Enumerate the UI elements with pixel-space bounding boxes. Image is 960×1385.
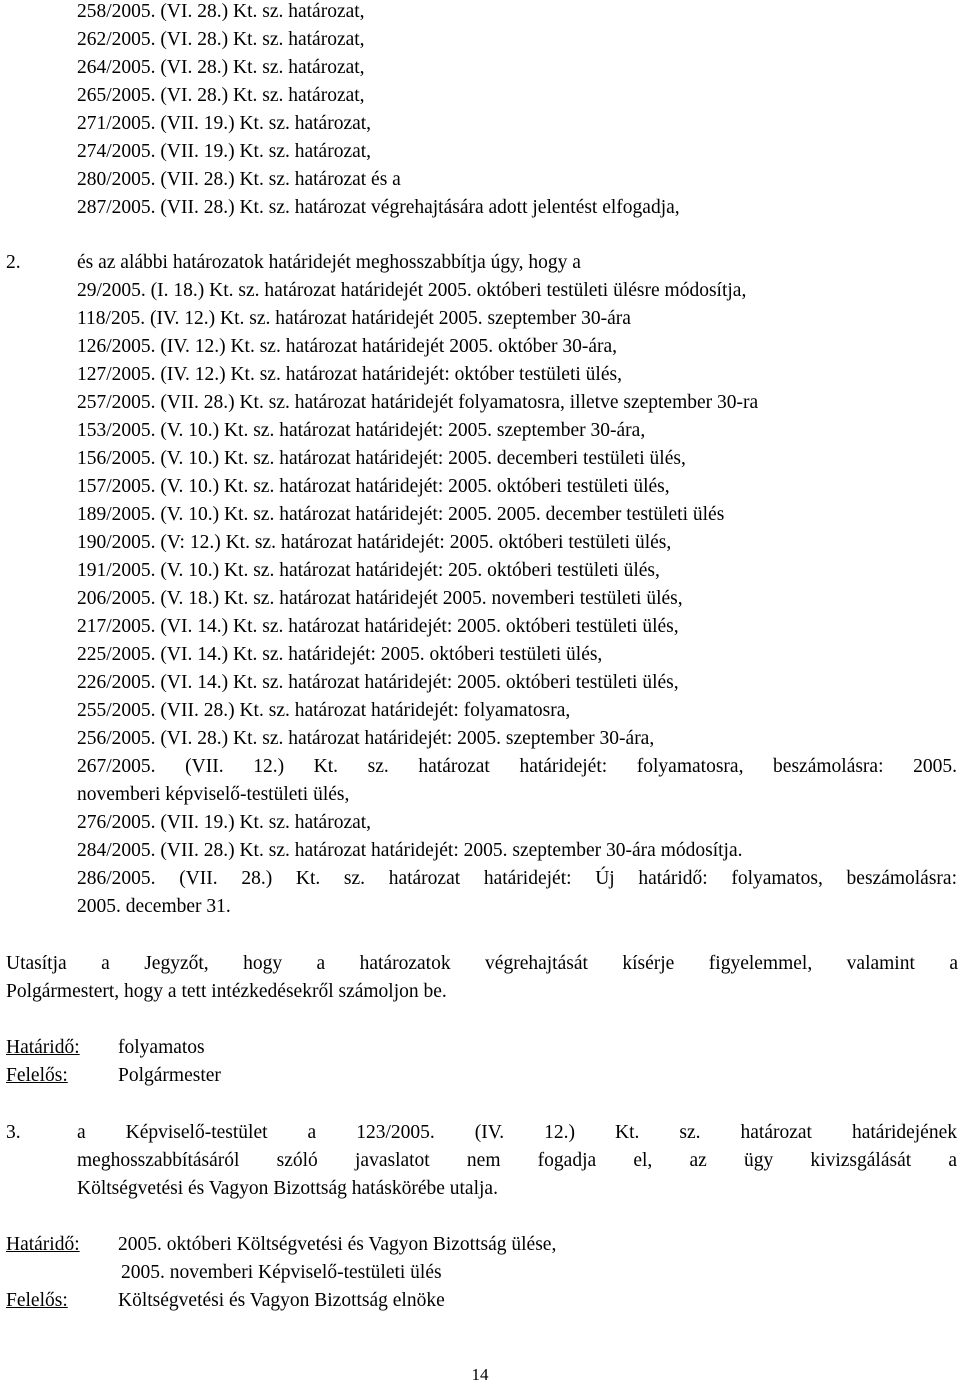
item2-line: 225/2005. (VI. 14.) Kt. sz. határidejét: 2005. októberi testületi ülés, bbox=[77, 644, 603, 665]
item-number: 3. bbox=[6, 1122, 21, 1143]
item2-line: 127/2005. (IV. 12.) Kt. sz. határozat határidejét: október testületi ülés, bbox=[77, 364, 622, 385]
responsible-value: Polgármester bbox=[118, 1065, 221, 1086]
item2-line: 267/2005. (VII. 12.) Kt. sz. határozat határidejét: folyamatosra, beszámolásra: 2005. bbox=[77, 756, 957, 777]
item2-line: 157/2005. (V. 10.) Kt. sz. határozat határidejét: 2005. októberi testületi ülés, bbox=[77, 476, 670, 497]
resolution-line: 287/2005. (VII. 28.) Kt. sz. határozat végrehajtására adott jelentést elfogadja, bbox=[77, 197, 680, 218]
deadline-value: 2005. októberi Költségvetési és Vagyon Bizottság ülése, bbox=[118, 1234, 557, 1255]
item2-line: 29/2005. (I. 18.) Kt. sz. határozat határidejét 2005. októberi testületi ülésre módosítja, bbox=[77, 280, 747, 301]
item2-line: 276/2005. (VII. 19.) Kt. sz. határozat, bbox=[77, 812, 372, 833]
item2-line: és az alábbi határozatok határidejét meghosszabbítja úgy, hogy a bbox=[77, 252, 581, 273]
deadline-value: folyamatos bbox=[118, 1037, 205, 1058]
item2-line: 206/2005. (V. 18.) Kt. sz. határozat határidejét 2005. novemberi testületi ülés, bbox=[77, 588, 683, 609]
item2-line: 226/2005. (VI. 14.) Kt. sz. határozat határidejét: 2005. októberi testületi ülés, bbox=[77, 672, 679, 693]
item2-line: 126/2005. (IV. 12.) Kt. sz. határozat határidejét 2005. október 30-ára, bbox=[77, 336, 618, 357]
item3-line: Költségvetési és Vagyon Bizottság hatáskörébe utalja. bbox=[77, 1178, 498, 1199]
instruction-line: Utasítja a Jegyzőt, hogy a határozatok végrehajtását kísérje figyelemmel, valamint a bbox=[6, 953, 958, 974]
resolution-line: 258/2005. (VI. 28.) Kt. sz. határozat, bbox=[77, 1, 365, 22]
deadline-label: Határidő: bbox=[6, 1234, 80, 1255]
resolution-line: 274/2005. (VII. 19.) Kt. sz. határozat, bbox=[77, 141, 372, 162]
item2-line: 189/2005. (V. 10.) Kt. sz. határozat határidejét: 2005. 2005. december testületi ülés bbox=[77, 504, 725, 525]
item2-line: 190/2005. (V: 12.) Kt. sz. határozat határidejét: 2005. októberi testületi ülés, bbox=[77, 532, 672, 553]
item2-line: 257/2005. (VII. 28.) Kt. sz. határozat határidejét folyamatosra, illetve szeptember 30-ra bbox=[77, 392, 759, 413]
resolution-line: 264/2005. (VI. 28.) Kt. sz. határozat, bbox=[77, 57, 365, 78]
page-number: 14 bbox=[471, 1365, 489, 1384]
instruction-line: Polgármestert, hogy a tett intézkedésekről számoljon be. bbox=[6, 981, 447, 1002]
resolution-line: 262/2005. (VI. 28.) Kt. sz. határozat, bbox=[77, 29, 365, 50]
item2-line: 284/2005. (VII. 28.) Kt. sz. határozat határidejét: 2005. szeptember 30-ára módosítja. bbox=[77, 840, 743, 861]
item2-line: 217/2005. (VI. 14.) Kt. sz. határozat határidejét: 2005. októberi testületi ülés, bbox=[77, 616, 679, 637]
resolution-line: 265/2005. (VI. 28.) Kt. sz. határozat, bbox=[77, 85, 365, 106]
item2-line: 156/2005. (V. 10.) Kt. sz. határozat határidejét: 2005. decemberi testületi ülés, bbox=[77, 448, 686, 469]
responsible-label: Felelős: bbox=[6, 1290, 68, 1311]
responsible-value: Költségvetési és Vagyon Bizottság elnöke bbox=[118, 1290, 445, 1311]
responsible-label: Felelős: bbox=[6, 1065, 68, 1086]
item2-line: 2005. december 31. bbox=[77, 896, 231, 917]
resolution-line: 280/2005. (VII. 28.) Kt. sz. határozat és a bbox=[77, 169, 401, 190]
item2-line: novemberi képviselő-testületi ülés, bbox=[77, 784, 350, 805]
item2-line: 153/2005. (V. 10.) Kt. sz. határozat határidejét: 2005. szeptember 30-ára, bbox=[77, 420, 646, 441]
item2-line: 286/2005. (VII. 28.) Kt. sz. határozat határidejét: Új határidő: folyamatos, beszámolásra: bbox=[77, 868, 957, 889]
item3-line: meghosszabbításáról szóló javaslatot nem fogadja el, az ügy kivizsgálását a bbox=[77, 1150, 957, 1171]
item2-line: 255/2005. (VII. 28.) Kt. sz. határozat határidejét: folyamatosra, bbox=[77, 700, 571, 721]
resolution-line: 271/2005. (VII. 19.) Kt. sz. határozat, bbox=[77, 113, 372, 134]
item-number: 2. bbox=[6, 252, 21, 273]
item2-line: 256/2005. (VI. 28.) Kt. sz. határozat határidejét: 2005. szeptember 30-ára, bbox=[77, 728, 655, 749]
deadline-label: Határidő: bbox=[6, 1037, 80, 1058]
item2-line: 118/205. (IV. 12.) Kt. sz. határozat határidejét 2005. szeptember 30-ára bbox=[77, 308, 631, 329]
item2-line: 191/2005. (V. 10.) Kt. sz. határozat határidejét: 205. októberi testületi ülés, bbox=[77, 560, 660, 581]
item3-line: a Képviselő-testület a 123/2005. (IV. 12.) Kt. sz. határozat határidejének bbox=[77, 1122, 957, 1143]
deadline-value-2: 2005. novemberi Képviselő-testületi ülés bbox=[121, 1262, 442, 1283]
